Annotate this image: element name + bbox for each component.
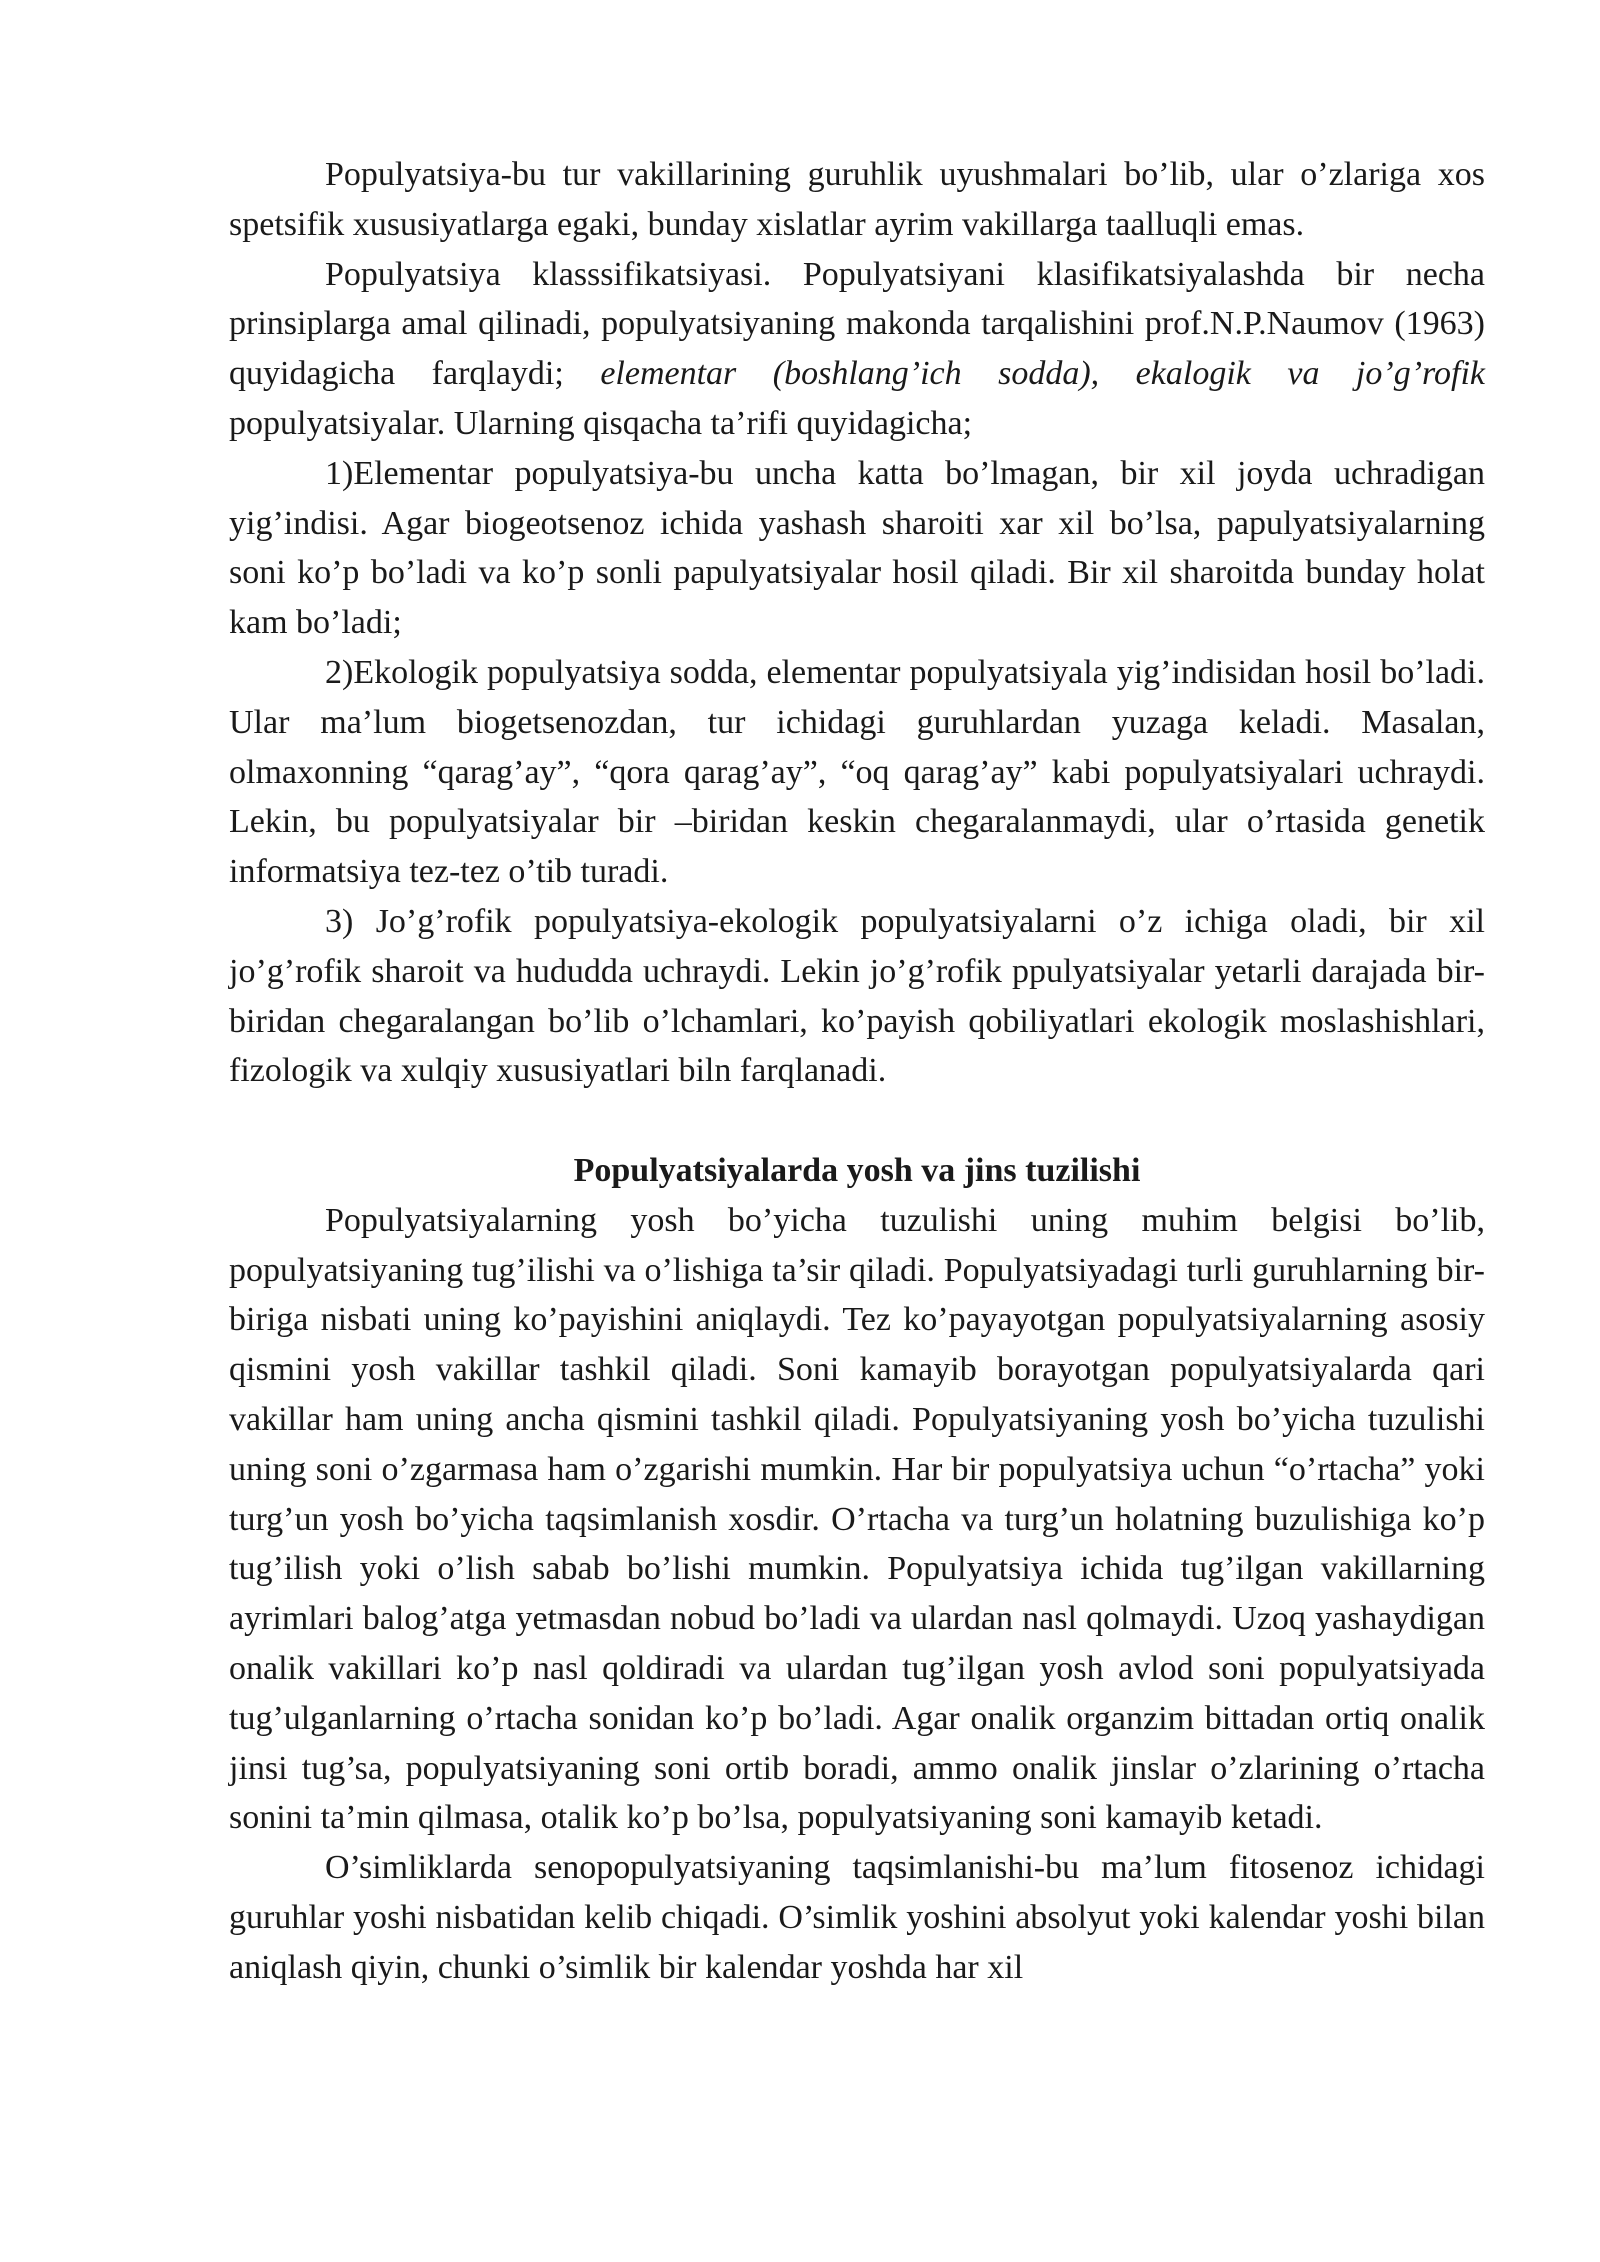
paragraph-definition: Populyatsiya-bu tur vakillarining guruhlik uyushmalari bo’lib, ular o’zlariga xos spetsifik xususiyatlarga egaki, bunday xislatlar ayrim vakillarga taalluqli emas. <box>229 156 1485 243</box>
classification-italic-terms: elementar (boshlang’ich sodda), ekalogik va jo’g’rofik <box>600 355 1485 393</box>
paragraph-jografik: 3) Jo’g’rofik populyatsiya-ekologik populyatsiyalarni o’z ichiga oladi, bir xil jo’g’rofik sharoit va hududda uchraydi. Lekin jo’g’rofik ppulyatsiyalar yetarli darajada bir-biridan chegaralangan bo’lib o’lchamlari, ko’payish qobiliyatlari ekologik moslashishlari, fizologik va xulqiy xususiyatlari biln farqlanadi. <box>229 902 1485 1090</box>
paragraph-plants: O’simliklarda senopopulyatsiyaning taqsimlanishi-bu ma’lum fitosenoz ichidagi guruhlar yoshi nisbatidan kelib chiqadi. O’simlik yoshini absolyut yoki kalendar yoshi bilan aniqlash qiyin, chunki o’simlik bir kalendar yoshda har xil <box>229 1849 1485 1986</box>
paragraph-classification <box>229 250 1485 449</box>
paragraph-elementar: 1)Elementar populyatsiya-bu uncha katta bo’lmagan, bir xil joyda uchradigan yig’indisi. Agar biogeotsenoz ichida yashash sharoiti xar xil bo’lsa, papulyatsiyalarning soni ko’p bo’ladi va ko’p sonli papulyatsiyalar hosil qiladi. Bir xil sharoitda bunday holat kam bo’ladi; <box>229 454 1485 642</box>
section-heading: Populyatsiyalarda yosh va jins tuzilishi <box>573 1151 1141 1189</box>
document-page <box>229 150 1485 1992</box>
classification-text-end: populyatsiyalar. Ularning qisqacha ta’rifi quyidagicha; <box>229 404 973 442</box>
blank-line <box>229 1096 1485 1146</box>
paragraph-age-structure: Populyatsiyalarning yosh bo’yicha tuzulishi uning muhim belgisi bo’lib, populyatsiyaning tug’ilishi va o’lishiga ta’sir qiladi. Populyatsiyadagi turli guruhlarning bir-biriga nisbati uning ko’payishini aniqlaydi. Tez ko’payayotgan populyatsiyalarning asosiy qismini yosh vakillar tashkil qiladi. Soni kamayib borayotgan populyatsiyalarda qari vakillar ham uning ancha qismini tashkil qiladi. Populyatsiyaning yosh bo’yicha tuzulishi uning soni o’zgarmasa ham o’zgarishi mumkin. Har bir populyatsiya uchun “o’rtacha” yoki turg’un yosh bo’yicha taqsimlanish xosdir. O’rtacha va turg’un holatning buzulishiga ko’p tug’ilish yoki o’lish sabab bo’lishi mumkin. Populyatsiya ichida tug’ilgan vakillarning ayrimlari balog’atga yetmasdan nobud bo’ladi va ulardan nasl qolmaydi. Uzoq yashaydigan onalik vakillari ko’p nasl qoldiradi va ulardan tug’ilgan yosh avlod soni populyatsiyada tug’ulganlarning o’rtacha sonidan ko’p bo’ladi. Agar onalik organzim bittadan ortiq onalik jinsi tug’sa, populyatsiyaning soni ortib boradi, ammo onalik jinslar o’zlarining o’rtacha sonini ta’min qilmasa, otalik ko’p bo’lsa, populyatsiyaning soni kamayib ketadi. <box>229 1201 1485 1837</box>
classification-text-start: Populyatsiya klasssifikatsiyasi. Populyatsiyani klasifikatsiyalashda bir necha prinsiplarga amal qilinadi, populyatsiyaning makonda tarqalishini prof.N.P.Naumov (1963) quyidagicha farqlaydi; <box>229 255 1485 393</box>
paragraph-ekologik: 2)Ekologik populyatsiya sodda, elementar populyatsiyala yig’indisidan hosil bo’ladi. Ular ma’lum biogetsenozdan, tur ichidagi guruhlardan yuzaga keladi. Masalan, olmaxonning “qarag’ay”, “qora qarag’ay”, “oq qarag’ay” kabi populyatsiyalari uchraydi. Lekin, bu populyatsiyalar bir –biridan keskin chegaralanmaydi, ular o’rtasida genetik informatsiya tez-tez o’tib turadi. <box>229 653 1485 891</box>
